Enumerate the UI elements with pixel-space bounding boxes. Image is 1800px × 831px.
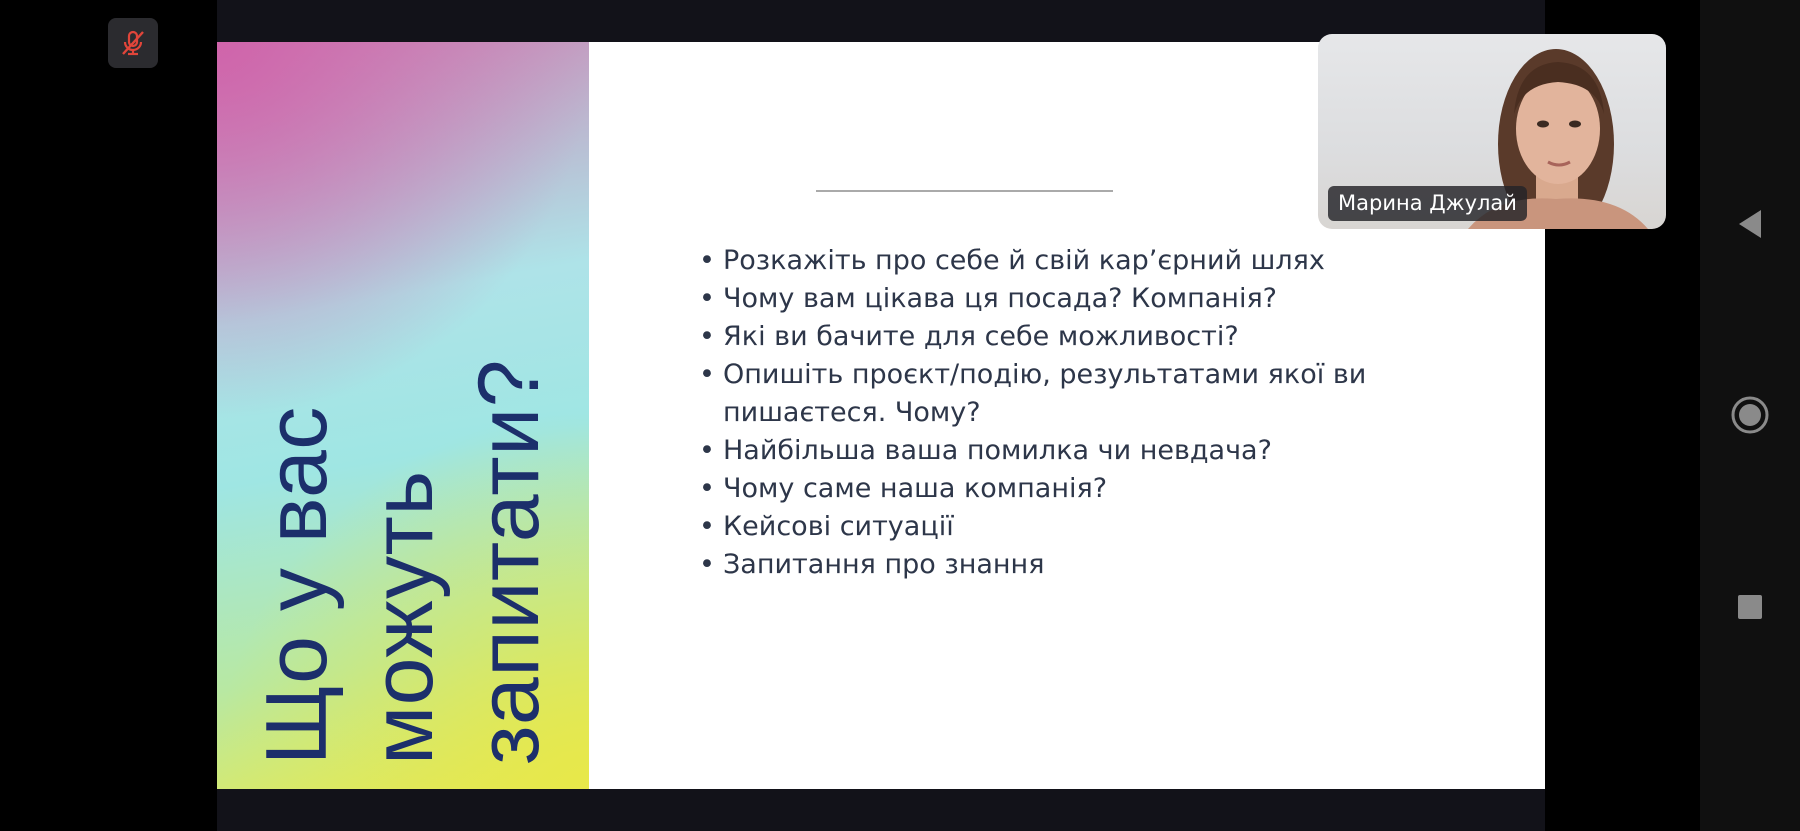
bullet-item: • Опишіть проєкт/подію, результатами якої ви пишаєтеся. Чому?	[699, 356, 1459, 432]
mic-muted-icon	[118, 28, 148, 58]
slide-gradient-panel	[217, 42, 589, 789]
bullet-item: • Розкажіть про себе й свій кар’єрний шлях	[699, 242, 1459, 280]
slide-bullet-list	[699, 242, 1459, 584]
square-recents-icon	[1736, 593, 1764, 621]
slide-divider	[816, 190, 1113, 192]
participant-video-tile[interactable]	[1318, 34, 1666, 229]
home-button[interactable]	[1725, 390, 1775, 440]
triangle-back-icon	[1735, 208, 1765, 240]
mute-button[interactable]	[108, 18, 158, 68]
bullet-item: • Запитання про знання	[699, 546, 1459, 584]
bullet-item: • Найбільша ваша помилка чи невдача?	[699, 432, 1459, 470]
bullet-item: • Чому саме наша компанія?	[699, 470, 1459, 508]
bullet-item: • Які ви бачите для себе можливості?	[699, 318, 1459, 356]
recents-button[interactable]	[1725, 582, 1775, 632]
circle-home-icon	[1730, 395, 1770, 435]
back-button[interactable]	[1725, 199, 1775, 249]
participant-name-label: Марина Джулай	[1328, 186, 1527, 221]
slide-title: Що у вас можуть запитати?	[249, 359, 557, 765]
bullet-item: • Чому вам цікава ця посада? Компанія?	[699, 280, 1459, 318]
bullet-item: • Кейсові ситуації	[699, 508, 1459, 546]
